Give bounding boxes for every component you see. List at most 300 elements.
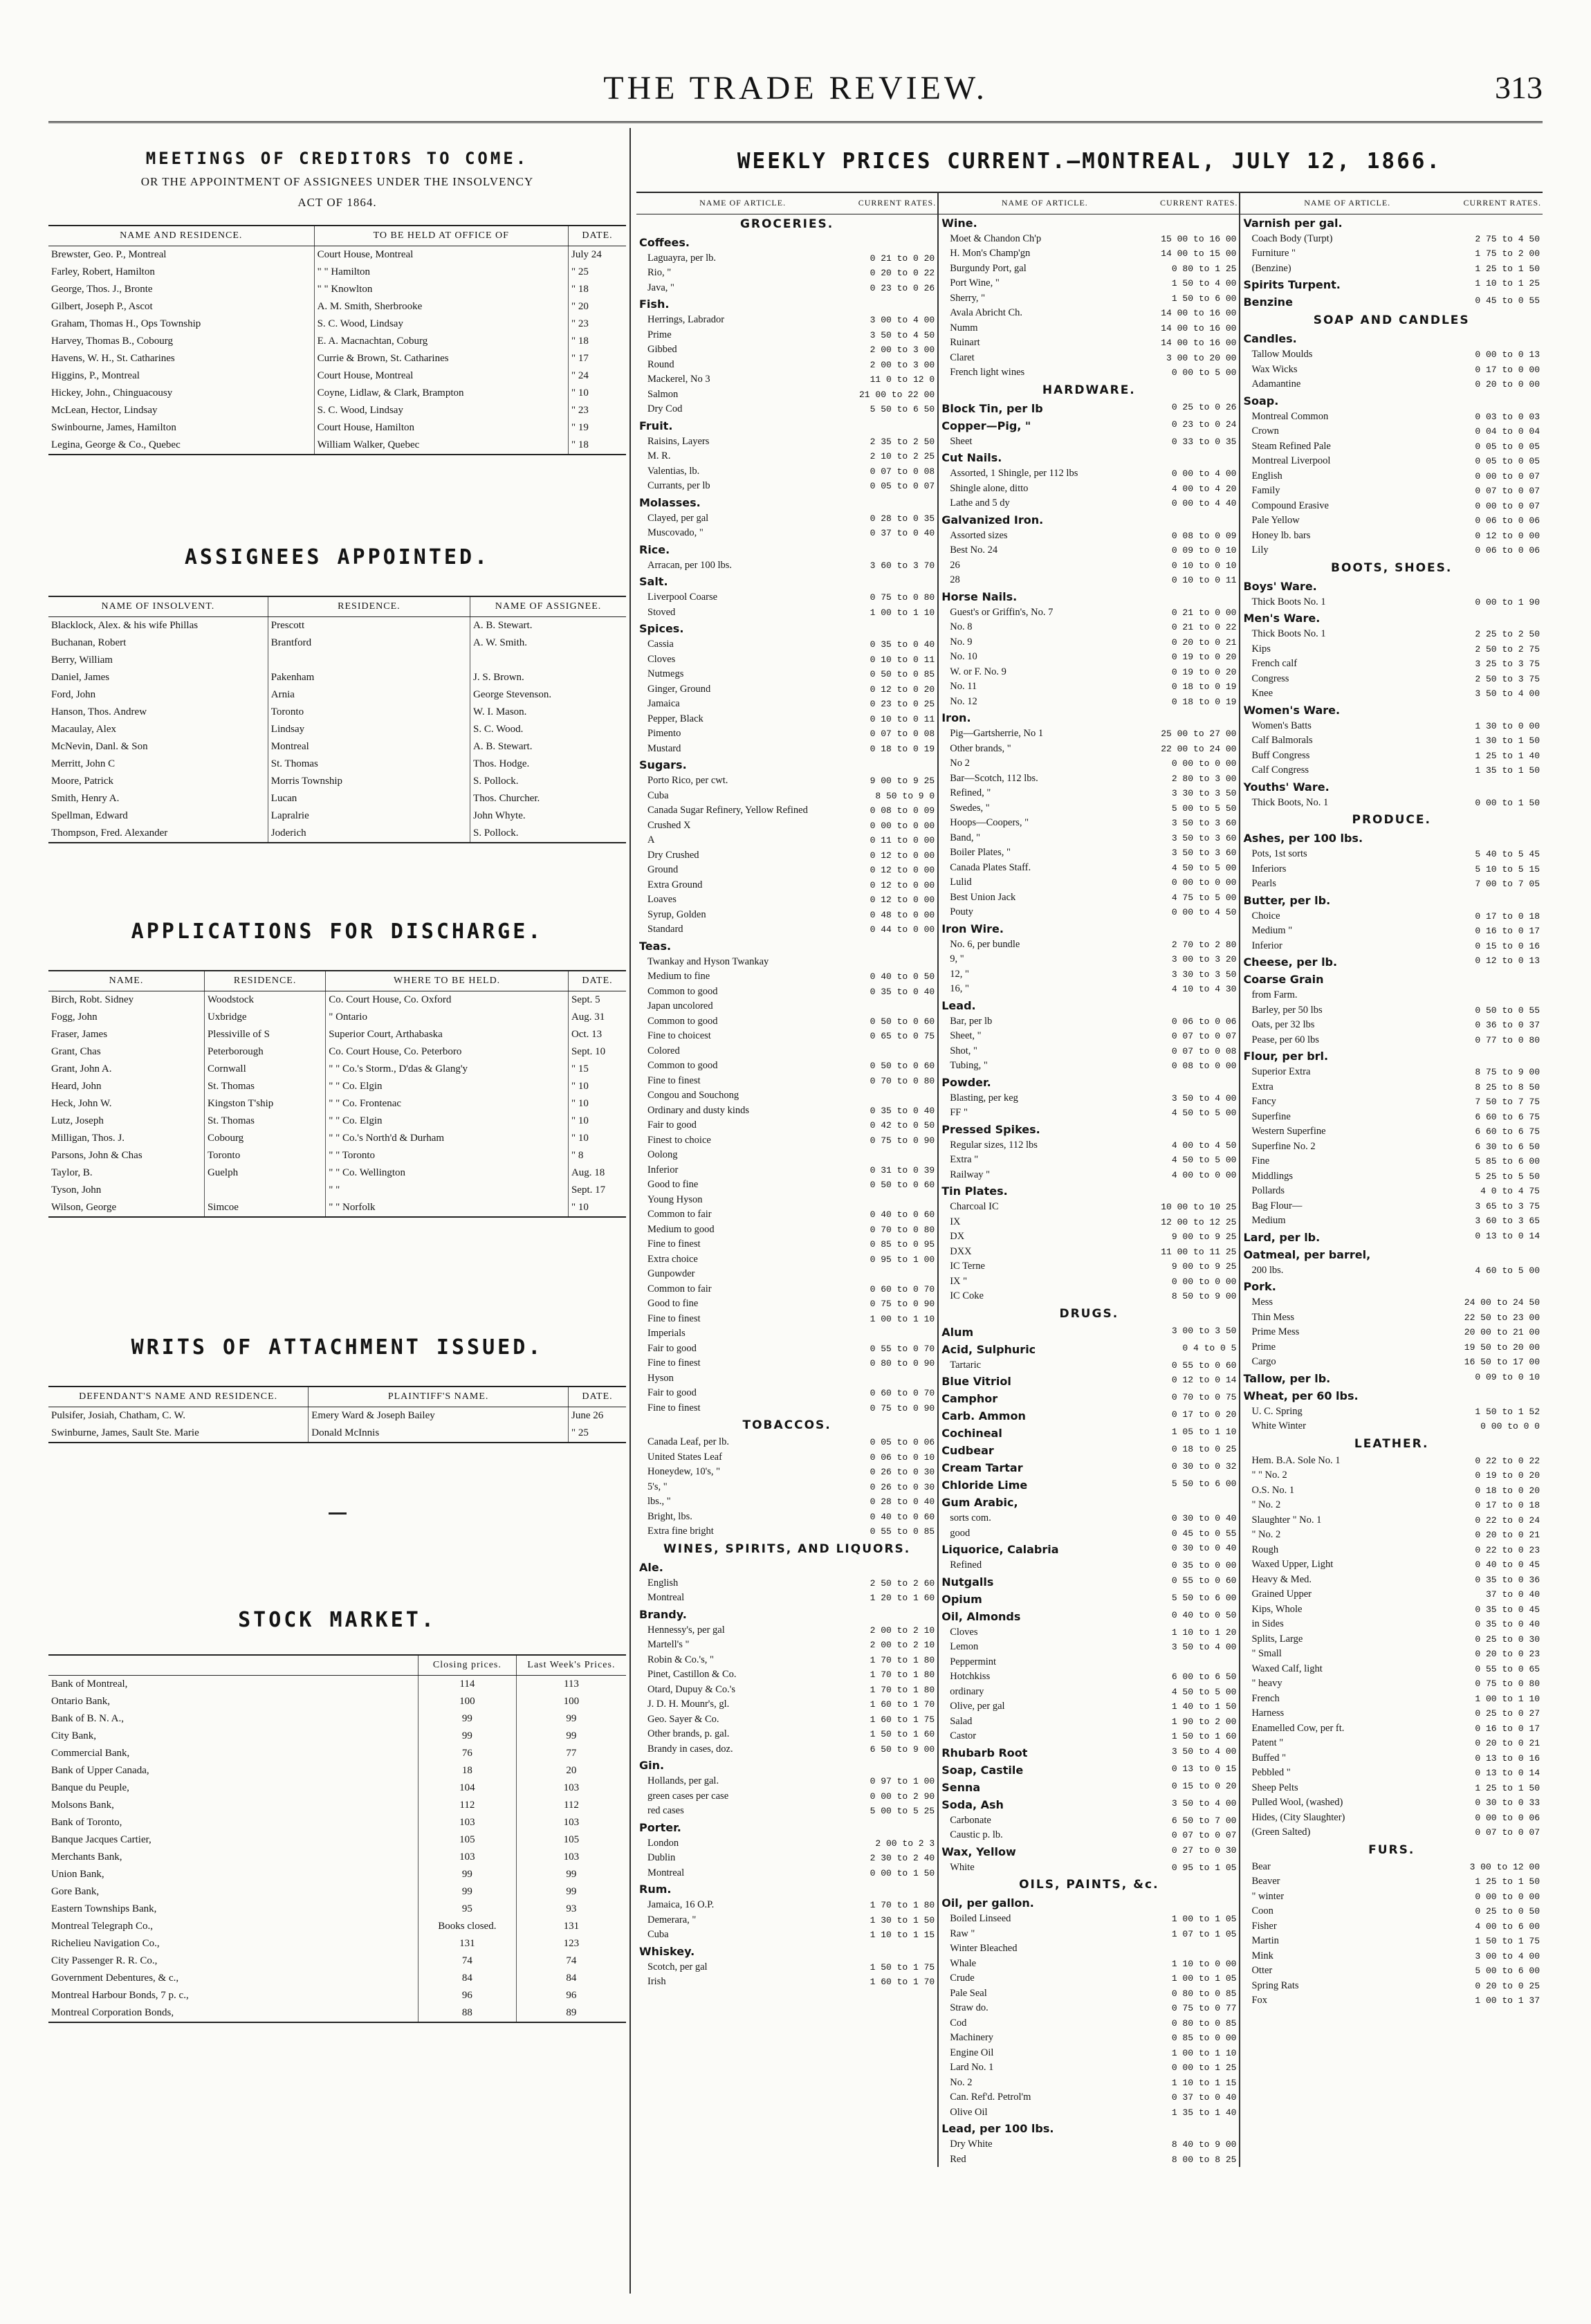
price-row — [639, 955, 935, 970]
price-rate: 1 00 to 1 10 — [870, 1313, 935, 1324]
price-rate: 1 50 to 1 60 — [1171, 1731, 1237, 1741]
prices-col-header-3 — [1240, 192, 1543, 214]
price-rate: 1 10 to 1 15 — [1171, 2077, 1237, 2088]
price-rate: 0 20 to 0 21 — [1475, 1738, 1540, 1748]
price-row — [639, 1943, 935, 1960]
price-rate: 0 12 to 0 00 — [870, 879, 935, 890]
creditors-title: MEETINGS OF CREDITORS TO COME. — [145, 149, 529, 168]
article-name: lbs., " — [647, 1496, 671, 1507]
price-row — [639, 774, 935, 789]
price-row — [639, 1851, 935, 1866]
price-rate: 0 21 to 0 00 — [1171, 607, 1237, 618]
price-row — [941, 1608, 1236, 1625]
price-row — [1243, 988, 1540, 1003]
price-category-heading: DRUGS. — [1059, 1306, 1119, 1321]
price-rate: 4 10 to 4 30 — [1171, 984, 1237, 994]
price-rate: 0 10 to 0 11 — [870, 713, 935, 724]
price-subheading: Lead, per 100 lbs. — [941, 2122, 1054, 2135]
price-rate: 0 50 to 0 60 — [870, 1180, 935, 1190]
article-name: Ruinart — [950, 337, 980, 348]
price-row — [1243, 1387, 1540, 1405]
table-cell: " 23 — [571, 318, 589, 329]
article-name: Honeydew, 10's, " — [647, 1466, 721, 1477]
price-row — [639, 667, 935, 682]
table-cell: Spellman, Edward — [48, 807, 268, 825]
table-cell: Thos. Churcher. — [473, 793, 540, 804]
price-row — [941, 997, 1236, 1014]
article-name: " " No. 2 — [1251, 1470, 1287, 1481]
article-name: Calf Balmorals — [1251, 735, 1313, 746]
price-row — [1243, 1736, 1540, 1751]
price-rate: 0 05 to 0 06 — [870, 1437, 935, 1447]
table-cell: " " Co. Wellington — [326, 1164, 569, 1182]
article-name: Sheet — [950, 435, 973, 447]
table-cell: Heard, John — [48, 1078, 204, 1095]
article-name: Crushed X — [647, 819, 691, 831]
table-cell: Swinburne, James, Sault Ste. Marie — [48, 1425, 309, 1443]
article-name: Laguayra, per lb. — [647, 252, 717, 264]
price-rate: 16 50 to 17 00 — [1464, 1357, 1540, 1367]
price-row — [941, 1971, 1236, 1986]
price-row — [941, 2060, 1236, 2076]
article-name: Otter — [1251, 1965, 1273, 1976]
price-rate: 0 18 to 0 25 — [1171, 1444, 1237, 1454]
table-cell: Montreal — [268, 738, 470, 756]
price-row — [639, 1207, 935, 1223]
price-row — [1243, 892, 1540, 909]
article-name: Montreal — [647, 1592, 685, 1603]
price-rate: 0 27 to 0 30 — [1171, 1845, 1237, 1856]
price-row — [1243, 484, 1540, 499]
price-subheading: Powder. — [941, 1075, 991, 1089]
article-name: Lemon — [950, 1641, 979, 1652]
price-rate: 0 37 to 0 40 — [870, 528, 935, 538]
article-name: Sheet, " — [950, 1030, 982, 1041]
price-subheading: Porter. — [639, 1820, 681, 1834]
price-row — [639, 818, 935, 834]
table-cell: Court House, Hamilton — [314, 419, 568, 437]
article-name: Mackerel, No 3 — [647, 374, 710, 385]
price-rate: 0 00 to 4 50 — [1171, 907, 1237, 917]
price-row — [639, 541, 935, 558]
article-name: French light wines — [950, 367, 1025, 378]
price-rate: 0 75 to 0 90 — [870, 1135, 935, 1146]
price-row — [941, 1121, 1236, 1138]
price-rate: 1 25 to 1 50 — [1475, 1782, 1540, 1793]
article-name: 26 — [950, 559, 960, 571]
table-cell: McLean, Hector, Lindsay — [48, 402, 314, 419]
right-column — [636, 135, 1543, 2167]
price-row — [941, 1699, 1236, 1714]
price-row — [941, 861, 1236, 876]
price-row — [639, 985, 935, 1000]
article-name: No. 12 — [950, 695, 977, 707]
price-row — [1243, 657, 1540, 672]
price-row — [639, 1881, 935, 1898]
price-rate: 0 55 to 0 85 — [870, 1526, 935, 1537]
price-row — [941, 434, 1236, 450]
price-row — [639, 1371, 935, 1387]
table-cell: Blacklock, Alex. & his wife Phillas — [48, 617, 268, 635]
price-rate: 0 77 to 0 80 — [1475, 1034, 1540, 1045]
price-row — [639, 908, 935, 923]
table-cell: 103 — [563, 1851, 580, 1863]
article-name: Pepper, Black — [647, 713, 703, 724]
article-name: Engine Oil — [950, 2047, 994, 2058]
price-subheading: Spices. — [639, 622, 684, 635]
col-header: NAME AND RESIDENCE. — [48, 226, 314, 246]
price-row — [1243, 733, 1540, 749]
price-subheading: Soap, Castile — [941, 1763, 1024, 1777]
price-row — [941, 1324, 1236, 1341]
price-row — [639, 342, 935, 358]
price-row — [941, 1014, 1236, 1030]
price-row — [639, 1465, 935, 1480]
article-name: London — [647, 1837, 679, 1849]
price-row — [1243, 1047, 1540, 1065]
price-category-heading: FURS. — [1368, 1842, 1415, 1857]
table-row — [48, 738, 626, 756]
price-rate: 1 50 to 1 75 — [1475, 1936, 1540, 1946]
price-row — [1243, 1033, 1540, 1048]
price-rate: 0 23 to 0 24 — [1171, 419, 1237, 430]
price-rate: 0 95 to 1 05 — [1171, 1862, 1237, 1873]
price-row — [941, 511, 1236, 529]
article-name: Bag Flour— — [1251, 1200, 1303, 1211]
price-row — [639, 1059, 935, 1074]
price-row — [639, 922, 935, 937]
table-cell: Co. Court House, Co. Peterboro — [326, 1043, 569, 1061]
price-row — [639, 1282, 935, 1297]
article-name: Salad — [950, 1715, 973, 1727]
article-name: Congou and Souchong — [647, 1090, 739, 1101]
price-rate: 1 70 to 1 80 — [870, 1684, 935, 1695]
price-rate: 4 50 to 5 00 — [1171, 1155, 1237, 1165]
price-subheading: Flour, per brl. — [1243, 1050, 1329, 1063]
article-name: Clayed, per gal — [647, 512, 709, 524]
price-row — [1243, 702, 1540, 719]
table-cell: Farley, Robert, Hamilton — [48, 264, 314, 281]
price-row — [941, 845, 1236, 861]
price-row — [639, 1014, 935, 1030]
price-rate: 4 50 to 5 00 — [1171, 1686, 1237, 1697]
price-row — [941, 920, 1236, 937]
table-cell: 113 — [563, 1678, 579, 1690]
price-rate: 0 00 to 0 00 — [1171, 1276, 1237, 1287]
price-subheading: Pressed Spikes. — [941, 1122, 1040, 1136]
price-rate: 0 19 to 0 20 — [1475, 1470, 1540, 1481]
price-rate: 5 50 to 6 00 — [1171, 1479, 1237, 1489]
table-cell: Woodstock — [204, 991, 325, 1009]
price-row — [941, 2105, 1236, 2121]
table-row — [48, 773, 626, 790]
table-cell: A. M. Smith, Sherbrooke — [314, 298, 568, 315]
price-rate: 0 28 to 0 35 — [870, 513, 935, 524]
article-name: Tubing, " — [950, 1060, 988, 1071]
article-name: Pulled Wool, (washed) — [1251, 1797, 1343, 1808]
creditors-table — [48, 225, 626, 455]
price-rate: 0 23 to 0 26 — [870, 282, 935, 293]
price-row — [639, 417, 935, 434]
table-cell — [470, 652, 626, 669]
price-rate: 1 35 to 1 50 — [1475, 765, 1540, 776]
table-cell: Books closed. — [418, 1918, 516, 1935]
price-row — [941, 1558, 1236, 1573]
price-row — [941, 1106, 1236, 1121]
article-name: Band, " — [950, 832, 980, 843]
price-row — [639, 1804, 935, 1819]
price-subheading: Iron. — [941, 711, 971, 724]
price-row — [941, 605, 1236, 621]
price-category-heading: TOBACCOS. — [742, 1418, 831, 1432]
price-row — [941, 1986, 1236, 2002]
table-cell: " Ontario — [326, 1009, 569, 1026]
table-cell: Havens, W. H., St. Catharines — [48, 350, 314, 367]
table-row — [48, 2004, 626, 2022]
price-row — [941, 558, 1236, 574]
price-subheading: Soap. — [1243, 394, 1279, 408]
table-cell: " 25 — [571, 266, 589, 277]
price-rate: 1 50 to 1 60 — [870, 1729, 935, 1739]
price-row — [1243, 1890, 1540, 1905]
table-cell: Hanson, Thos. Andrew — [48, 704, 268, 721]
price-row — [941, 875, 1236, 890]
table-cell: " 10 — [571, 1098, 589, 1109]
table-row — [48, 298, 626, 315]
article-name: Prime — [1251, 1341, 1276, 1353]
price-rate: 3 50 to 4 50 — [870, 329, 935, 340]
price-rate: 0 06 to 0 06 — [1475, 545, 1540, 556]
price-row — [1243, 1419, 1540, 1434]
price-rate: 0 65 to 0 75 — [870, 1031, 935, 1041]
price-rate: 0 18 to 0 19 — [870, 743, 935, 754]
price-subheading: Gin. — [639, 1759, 665, 1772]
price-row — [1243, 578, 1540, 595]
table-cell: Graham, Thomas H., Ops Township — [48, 315, 314, 333]
price-subheading: Alum — [941, 1325, 974, 1339]
article-name: Medium — [1251, 1215, 1286, 1226]
price-row — [941, 482, 1236, 497]
table-cell: " 20 — [571, 301, 589, 312]
price-row — [1243, 499, 1540, 514]
article-name: Good to fine — [647, 1179, 699, 1190]
price-row — [639, 590, 935, 605]
table-cell: George, Thos. J., Bronte — [48, 281, 314, 298]
price-row — [639, 1356, 935, 1371]
article-name: " heavy — [1251, 1678, 1282, 1689]
price-rate: 0 00 to 0 0 — [1480, 1421, 1540, 1431]
article-name: Hotchkiss — [950, 1671, 991, 1682]
table-row — [48, 1762, 626, 1779]
price-row — [941, 1425, 1236, 1442]
price-rate: 0 07 to 0 08 — [870, 466, 935, 477]
table-cell: " " Toronto — [326, 1147, 569, 1164]
table-cell: Brewster, Geo. P., Montreal — [48, 246, 314, 264]
price-rate: 0 75 to 0 80 — [870, 592, 935, 603]
price-rate: 1 00 to 1 05 — [1171, 1914, 1237, 1924]
price-row — [941, 246, 1236, 262]
table-cell: E. A. Macnachtan, Coburg — [314, 333, 568, 350]
table-row — [48, 1164, 626, 1182]
article-name: Coon — [1251, 1905, 1273, 1916]
article-name: Wax Wicks — [1251, 363, 1298, 375]
article-name: Other brands, p. gal. — [647, 1728, 730, 1739]
price-row — [941, 905, 1236, 920]
price-rate: 0 07 to 0 07 — [1475, 1827, 1540, 1838]
price-row — [941, 262, 1236, 277]
article-name: Medium to fine — [647, 971, 710, 982]
table-cell: S. C. Wood. — [473, 724, 524, 735]
price-row — [941, 1640, 1236, 1655]
price-row — [1243, 410, 1540, 425]
table-cell: Uxbridge — [204, 1009, 325, 1026]
prices-col-header-1 — [636, 192, 938, 214]
price-rate — [1148, 1655, 1236, 1670]
price-rate: 1 50 to 1 75 — [870, 1961, 935, 1973]
price-row — [639, 1576, 935, 1591]
table-cell: 105 — [563, 1834, 580, 1845]
article-name: Bright, lbs. — [647, 1510, 692, 1522]
table-cell: 131 — [418, 1935, 516, 1952]
col-header — [48, 1655, 418, 1676]
table-cell: Coyne, Lidlaw, & Clark, Brampton — [314, 385, 568, 402]
price-row — [639, 1742, 935, 1757]
price-rate: 0 22 to 0 22 — [1475, 1455, 1540, 1466]
article-name: Pouty — [950, 906, 974, 917]
stock-table — [48, 1654, 626, 2023]
price-rate: 0 80 to 1 25 — [1171, 263, 1237, 274]
price-rate: 0 26 to 0 30 — [870, 1481, 935, 1492]
price-rate: 11 0 to 12 0 — [870, 374, 935, 385]
price-subheading: Ale. — [639, 1560, 663, 1574]
price-row — [1243, 610, 1540, 627]
price-rate: 0 60 to 0 70 — [870, 1283, 935, 1294]
price-row — [941, 620, 1236, 635]
stock-title: STOCK MARKET. — [238, 1608, 436, 1632]
assignees-section — [48, 545, 626, 843]
article-name: Porto Rico, per cwt. — [647, 775, 728, 786]
article-name: Patent " — [1251, 1737, 1284, 1748]
discharge-section — [48, 919, 626, 1218]
price-row — [639, 712, 935, 727]
price-row — [941, 1685, 1236, 1700]
article-name: Herrings, Labrador — [647, 314, 725, 325]
article-name: Medium to good — [647, 1223, 715, 1235]
price-subheading: Whiskey. — [639, 1944, 695, 1958]
price-rate: 0 00 to 5 00 — [1171, 367, 1237, 378]
price-row — [941, 1229, 1236, 1245]
article-name: A — [647, 834, 655, 845]
price-rate: 0 28 to 0 40 — [870, 1497, 935, 1507]
price-row — [639, 313, 935, 328]
price-row — [941, 1245, 1236, 1260]
price-subheading: Opium — [941, 1592, 982, 1606]
price-rate: 24 00 to 24 50 — [1464, 1297, 1540, 1308]
article-name: good — [950, 1527, 971, 1539]
table-cell: Parsons, John & Chas — [48, 1147, 204, 1164]
table-cell: Pulsifer, Josiah, Chatham, C. W. — [48, 1407, 309, 1425]
price-rate: 0 23 to 0 25 — [870, 699, 935, 709]
table-cell: 114 — [418, 1676, 516, 1694]
article-name: Liverpool Coarse — [647, 592, 718, 603]
price-row — [639, 1591, 935, 1606]
price-rate: 5 00 to 6 00 — [1475, 1966, 1540, 1976]
table-cell: McNevin, Danl. & Son — [48, 738, 268, 756]
price-rate: 0 75 to 0 80 — [1475, 1678, 1540, 1689]
price-rate: 0 08 to 0 09 — [870, 805, 935, 816]
price-rate: 5 50 to 6 00 — [1171, 1592, 1237, 1603]
price-row — [1243, 1647, 1540, 1662]
discharge-table — [48, 970, 626, 1218]
article-name: Common to good — [647, 985, 718, 997]
price-rate: 8 40 to 9 00 — [1171, 2139, 1237, 2150]
article-name: DXX — [950, 1245, 972, 1257]
price-rate: 0 17 to 0 20 — [1171, 1409, 1237, 1420]
price-row — [941, 890, 1236, 906]
article-name: Lily — [1251, 545, 1269, 556]
price-rate: 0 40 to 0 50 — [870, 971, 935, 982]
price-row — [639, 281, 935, 296]
col-header: DEFENDANT'S NAME AND RESIDENCE. — [48, 1387, 309, 1407]
table-cell: Joderich — [268, 825, 470, 843]
price-row — [1243, 1949, 1540, 1964]
article-name: Railway " — [950, 1169, 991, 1180]
price-row — [639, 893, 935, 908]
table-cell: " 24 — [571, 370, 589, 381]
price-row — [1243, 1557, 1540, 1573]
price-rate: 0 00 to 0 00 — [870, 820, 935, 831]
table-cell: Grant, John A. — [48, 1061, 204, 1078]
price-subheading: Wax, Yellow — [941, 1845, 1016, 1858]
table-cell: 105 — [418, 1831, 516, 1849]
article-name: Nutmegs — [647, 668, 684, 679]
price-subheading: Acid, Sulphuric — [941, 1342, 1036, 1356]
article-name: Avala Abricht Ch. — [950, 307, 1023, 318]
price-rate: 1 00 to 1 37 — [1475, 1995, 1540, 2006]
article-name: Bar—Scotch, 112 lbs. — [950, 772, 1038, 784]
price-row — [941, 1259, 1236, 1274]
price-row — [639, 251, 935, 266]
price-row — [941, 1074, 1236, 1091]
price-rate: 0 05 to 0 05 — [1475, 456, 1540, 466]
table-cell: Toronto — [268, 704, 470, 721]
price-rate: 1 75 to 2 00 — [1475, 248, 1540, 259]
article-name: Martin — [1251, 1935, 1279, 1946]
article-name: Oats, per 32 lbs — [1251, 1019, 1315, 1030]
price-rate: 0 13 to 0 15 — [1171, 1763, 1237, 1774]
table-cell: 76 — [418, 1745, 516, 1762]
price-rate: 2 10 to 2 25 — [870, 451, 935, 461]
article-name: Waxed Calf, light — [1251, 1663, 1323, 1674]
article-name: Standard — [647, 924, 683, 935]
article-name: Cuba — [647, 1929, 669, 1940]
masthead-title: THE TRADE REVIEW. — [603, 70, 988, 107]
article-name: Good to fine — [647, 1298, 699, 1309]
price-row — [941, 1390, 1236, 1407]
col-header: RESIDENCE. — [204, 971, 325, 991]
price-row — [941, 2001, 1236, 2016]
article-name: Montreal — [647, 1867, 685, 1878]
table-cell: Bank of Upper Canada, — [48, 1762, 418, 1779]
article-name: Montreal Liverpool — [1251, 455, 1331, 466]
table-cell: 100 — [563, 1696, 580, 1707]
price-row — [941, 1957, 1236, 1972]
table-cell: Gilbert, Joseph P., Ascot — [48, 298, 314, 315]
price-row — [1243, 1214, 1540, 1229]
table-cell: Montreal Corporation Bonds, — [48, 2004, 418, 2022]
col-header: NAME OF ARTICLE. — [1001, 198, 1088, 208]
price-row — [1243, 439, 1540, 455]
